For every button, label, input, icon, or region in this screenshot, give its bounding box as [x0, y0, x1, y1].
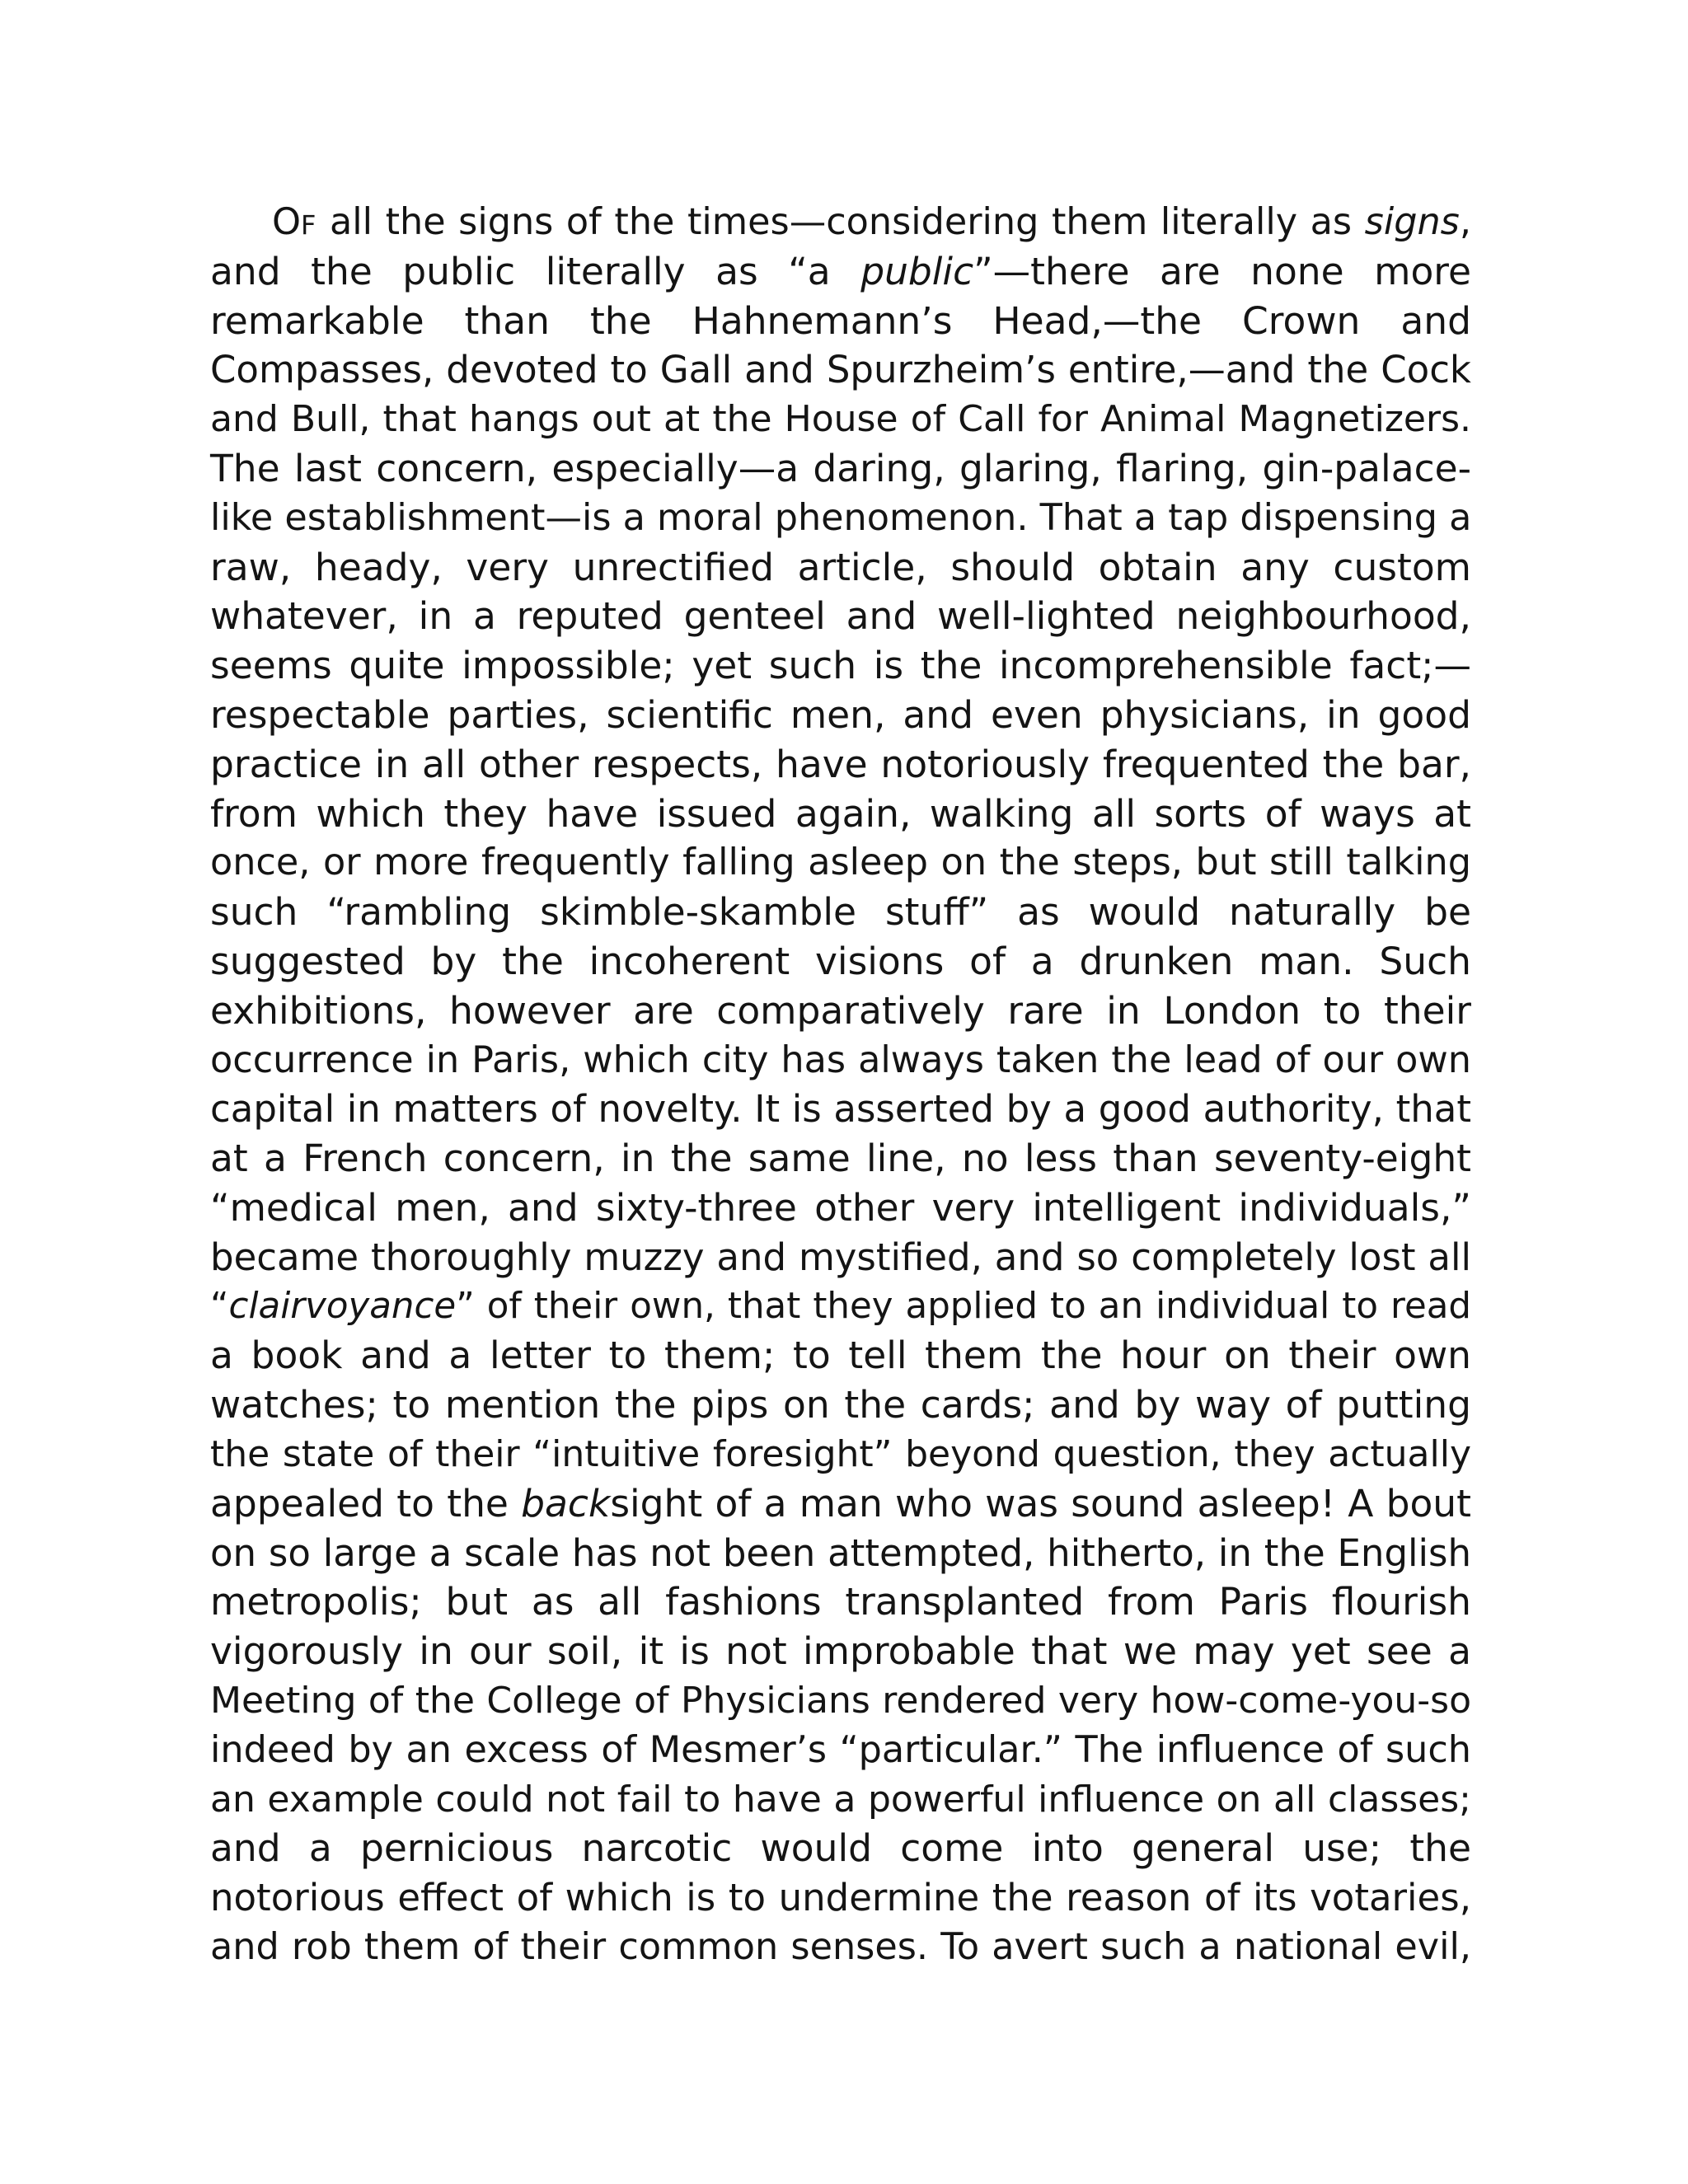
text-line: from which they have issued again, walking all sorts of ways at — [210, 791, 1471, 836]
text-line: became thoroughly muzzy and mystified, and so completely lost all — [210, 1235, 1471, 1279]
body-paragraph — [210, 198, 1471, 1972]
text-line: Meeting of the College of Physicians rendered very how-come-you-so — [210, 1679, 1471, 1722]
text-line: metropolis; but as all fashions transplanted from Paris flourish — [210, 1580, 1471, 1624]
text-line: exhibitions, however are comparatively rare in London to their — [210, 988, 1471, 1033]
text-line: like establishment—is a moral phenomenon. That a tap dispensing a — [210, 496, 1472, 539]
text-line: suggested by the incoherent visions of a drunken man. Such — [210, 939, 1471, 983]
text-line: OF all the signs of the times—considering them literally as signs, — [272, 201, 1471, 243]
text-line: once, or more frequently falling asleep on the steps, but still talking — [210, 841, 1471, 884]
text-line: The last concern, especially—a daring, glaring, flaring, gin-palace- — [210, 446, 1471, 490]
text-line: the state of their “intuitive foresight” beyond question, they actually — [210, 1432, 1471, 1475]
text-line: raw, heady, very unrectified article, should obtain any custom — [210, 545, 1471, 589]
text-line: “medical men, and sixty-three other very intelligent individuals,” — [210, 1185, 1471, 1230]
text-line: whatever, in a reputed genteel and well-lighted neighbourhood, — [210, 594, 1471, 639]
text-line: indeed by an excess of Mesmer’s “particular.” The influence of such — [210, 1728, 1471, 1771]
text-line: and Bull, that hangs out at the House of Call for Animal Magnetizers. — [210, 398, 1471, 441]
text-line: practice in all other respects, have notoriously frequented the bar, — [210, 742, 1471, 786]
text-line: and the public literally as “a public”—there are none more — [210, 249, 1472, 293]
text-line: remarkable than the Hahnemann’s Head,—the Crown and — [210, 298, 1471, 343]
text-line: a book and a letter to them; to tell them the hour on their own — [210, 1333, 1471, 1378]
text-line: respectable parties, scientific men, and even physicians, in good — [210, 692, 1471, 737]
text-line: such “rambling skimble-skamble stuff” as would naturally be — [210, 890, 1471, 935]
text-line: “clairvoyance” of their own, that they applied to an individual to read — [210, 1285, 1471, 1327]
text-line: and a pernicious narcotic would come into general use; the — [210, 1826, 1471, 1871]
text-line: vigorously in our soil, it is not improbable that we may yet see a — [210, 1629, 1471, 1674]
text-line: an example could not fail to have a powerful influence on all classes; — [210, 1778, 1471, 1821]
text-line: capital in matters of novelty. It is asserted by a good authority, that — [210, 1087, 1471, 1132]
text-line: at a French concern, in the same line, no less than seventy-eight — [210, 1137, 1471, 1181]
text-line: watches; to mention the pips on the cards; and by way of putting — [210, 1383, 1471, 1427]
text-line: appealed to the backsight of a man who was sound asleep! A bout — [210, 1481, 1471, 1526]
text-line: notorious effect of which is to undermine the reason of its votaries, — [210, 1876, 1471, 1920]
text-line: occurrence in Paris, which city has always taken the lead of our own — [210, 1038, 1471, 1081]
text-line: and rob them of their common senses. To avert such a national evil, — [210, 1925, 1471, 1968]
text-line: Compasses, devoted to Gall and Spurzheim’s entire,—and the Cock — [210, 348, 1471, 392]
text-line: seems quite impossible; yet such is the incomprehensible fact;— — [210, 644, 1471, 688]
text-line: on so large a scale has not been attempted, hitherto, in the English — [210, 1530, 1471, 1575]
